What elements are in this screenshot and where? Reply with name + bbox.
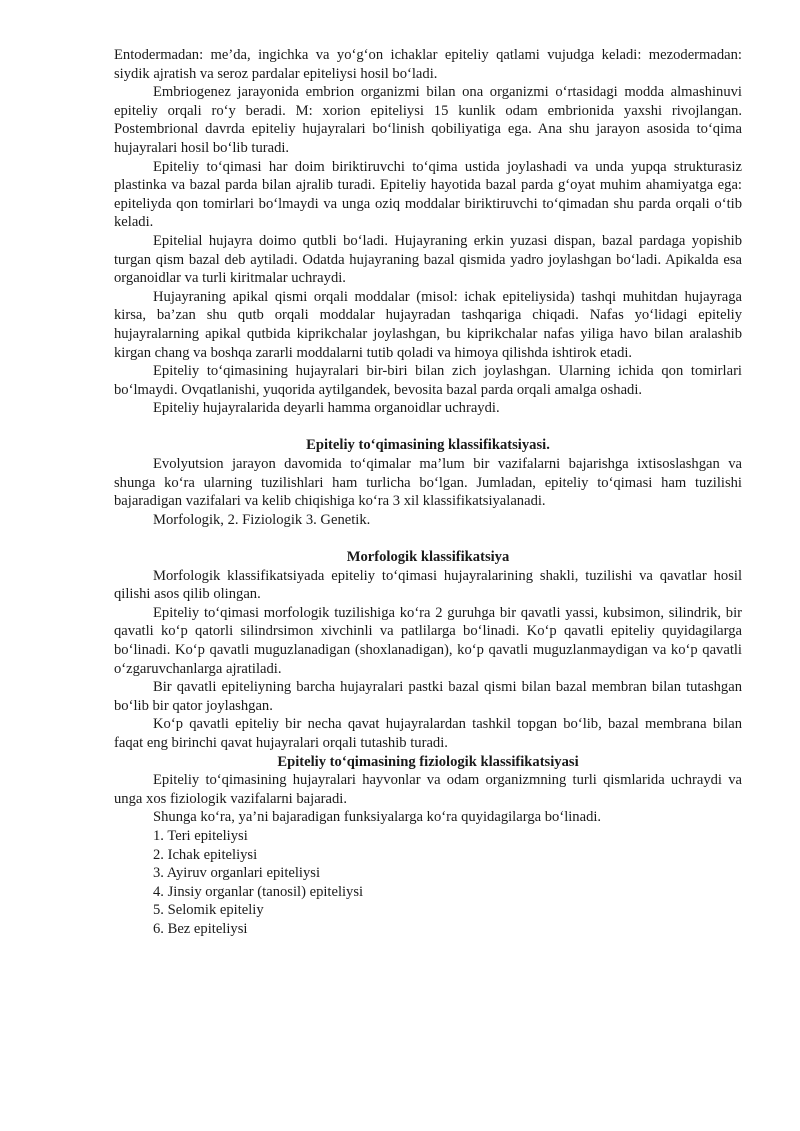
document-page: [114, 46, 742, 939]
paragraph-classification-1: Evolyutsion jarayon davomida to‘qimalar ma’lum bir vazifalarni bajarishga ixtisoslashgan va shunga ko‘ra ularning tuzilishlari ham turlicha bo‘lgan. Jumladan, epiteliy to‘qimasi ham tuzilishi bajaradigan vazifalari va kelib chiqishiga ko‘ra 3 xil klassifikatsiyalanadi.: [114, 456, 742, 510]
section-heading-classification: Epiteliy to‘qimasining klassifikatsiyasi.: [306, 437, 550, 454]
paragraph-intro-1: Entodermadan: me’da, ingichka va yo‘g‘on ichaklar epiteliy qatlami vujudga keladi: mezodermadan: siydik ajratish va seroz pardalar epiteliysi hosil bo‘ladi.: [114, 47, 742, 82]
paragraph-morphological-2: Epiteliy to‘qimasi morfologik tuzilishiga ko‘ra 2 guruhga bir qavatli yassi, kubsimon, silindrik, bir qavatli ko‘p qatorli silindrsimon xivchinli va patlilarga bo‘linadi. Ko‘p qavatli epiteliy quyidagilarga bo‘linadi. Ko‘p qavatli muguzlanadigan (shoxlanadigan), ko‘p qavatli muguzlanmaydigan va ko‘p qavatli o‘zgaruvchanlarga ajratiladi.: [114, 604, 742, 677]
paragraph-intro-6: Epiteliy to‘qimasining hujayralari bir-biri bilan zich joylashgan. Ularning ichida qon tomirlari bo‘lmaydi. Ovqatlanishi, yuqorida aytilgandek, bevosita bazal parda orqali amalga oshadi.: [114, 363, 742, 398]
physiological-list: [114, 827, 742, 939]
spacer: [114, 418, 742, 437]
paragraph-morphological-3: Bir qavatli epiteliyning barcha hujayralari pastki bazal qismi bilan bazal membran bilan tutashgan bo‘lib bir qator joylashgan.: [114, 679, 742, 714]
list-item: 4. Jinsiy organlar (tanosil) epiteliysi: [153, 883, 364, 900]
paragraph-intro-4: Epitelial hujayra doimo qutbli bo‘ladi. Hujayraning erkin yuzasi dispan, bazal pardaga yopishib turgan qism bazal deb aytiladi. Odatda hujayraning bazal qismida yadro joylashgan bo‘ladi. Apikalda esa organoidlar va turli kiritmalar uchraydi.: [114, 232, 742, 287]
paragraph-morphological-1: Morfologik klassifikatsiyada epiteliy to‘qimasi hujayralarining shakli, tuzilishi va qavatlar hosil qilishi asos qilib olingan.: [114, 567, 742, 603]
paragraph-physiological-1: Epiteliy to‘qimasining hujayralari hayvonlar va odam organizmning turli qismlarida uchraydi va unga xos fiziologik vazifalarni bajaradi.: [114, 772, 742, 807]
list-item: 5. Selomik epiteliy: [153, 902, 264, 919]
list-item: 6. Bez epiteliysi: [153, 920, 248, 937]
list-item: 3. Ayiruv organlari epiteliysi: [153, 865, 321, 882]
paragraph-morphological-4: Ko‘p qavatli epiteliy bir necha qavat hujayralardan tashkil topgan bo‘lib, bazal membrana bilan faqat eng birinchi qavat hujayralari orqali tutashib turadi.: [114, 716, 742, 751]
section-heading-morphological: Morfologik klassifikatsiya: [346, 549, 510, 566]
section-heading-physiological: Epiteliy to‘qimasining fiziologik klassifikatsiyasi: [277, 753, 579, 770]
list-item: 1. Teri epiteliysi: [153, 827, 248, 844]
paragraph-classification-2: Morfologik, 2. Fiziologik 3. Genetik.: [153, 511, 371, 528]
paragraph-intro-7: Epiteliy hujayralarida deyarli hamma organoidlar uchraydi.: [153, 400, 500, 417]
paragraph-intro-5: Hujayraning apikal qismi orqali moddalar (misol: ichak epiteliysida) tashqi muhitdan hujayraga kirsa, ba’zan shu qutb orqali moddalar hujayradan tashqariga chiqadi. Nafas yo‘lidagi epiteliy hujayralarning apikal qutbida kiprikchalar joylashgan, bu kiprikchalar nafas yiliga havo bilan aralashib kirgan chang va boshqa zararli moddalarni tutib qoladi va himoya qilishda ishtirok etadi.: [114, 288, 742, 361]
paragraph-intro-3: Epiteliy to‘qimasi har doim biriktiruvchi to‘qima ustida joylashadi va unda yupqa strukturasiz plastinka va bazal parda bilan ajralib turadi. Epiteliy hayotida bazal parda g‘oyat muhim ahamiyatga ega: epiteliyda qon tomirlari bo‘lmaydi va unga oziq moddalar biriktiruvchi to‘qimadan shu parda orqali o‘tib keladi.: [114, 158, 742, 231]
list-item: 2. Ichak epiteliysi: [153, 846, 258, 863]
paragraph-intro-2: Embriogenez jarayonida embrion organizmi bilan ona organizmi o‘rtasidagi modda almashinuvi epiteliy orqali ro‘y beradi. M: xorion epiteliysi 15 kunlik odam embrionida yaxshi rivojlangan. Postembrional davrda epiteliy hujayralari bo‘linish qobiliyatiga ega. Ana shu jarayon asosida to‘qima hujayralari hosil bo‘lib turadi.: [114, 84, 742, 156]
paragraph-physiological-2: Shunga ko‘ra, ya’ni bajaradigan funksiyalarga ko‘ra quyidagilarga bo‘linadi.: [153, 809, 602, 826]
spacer: [114, 529, 742, 548]
